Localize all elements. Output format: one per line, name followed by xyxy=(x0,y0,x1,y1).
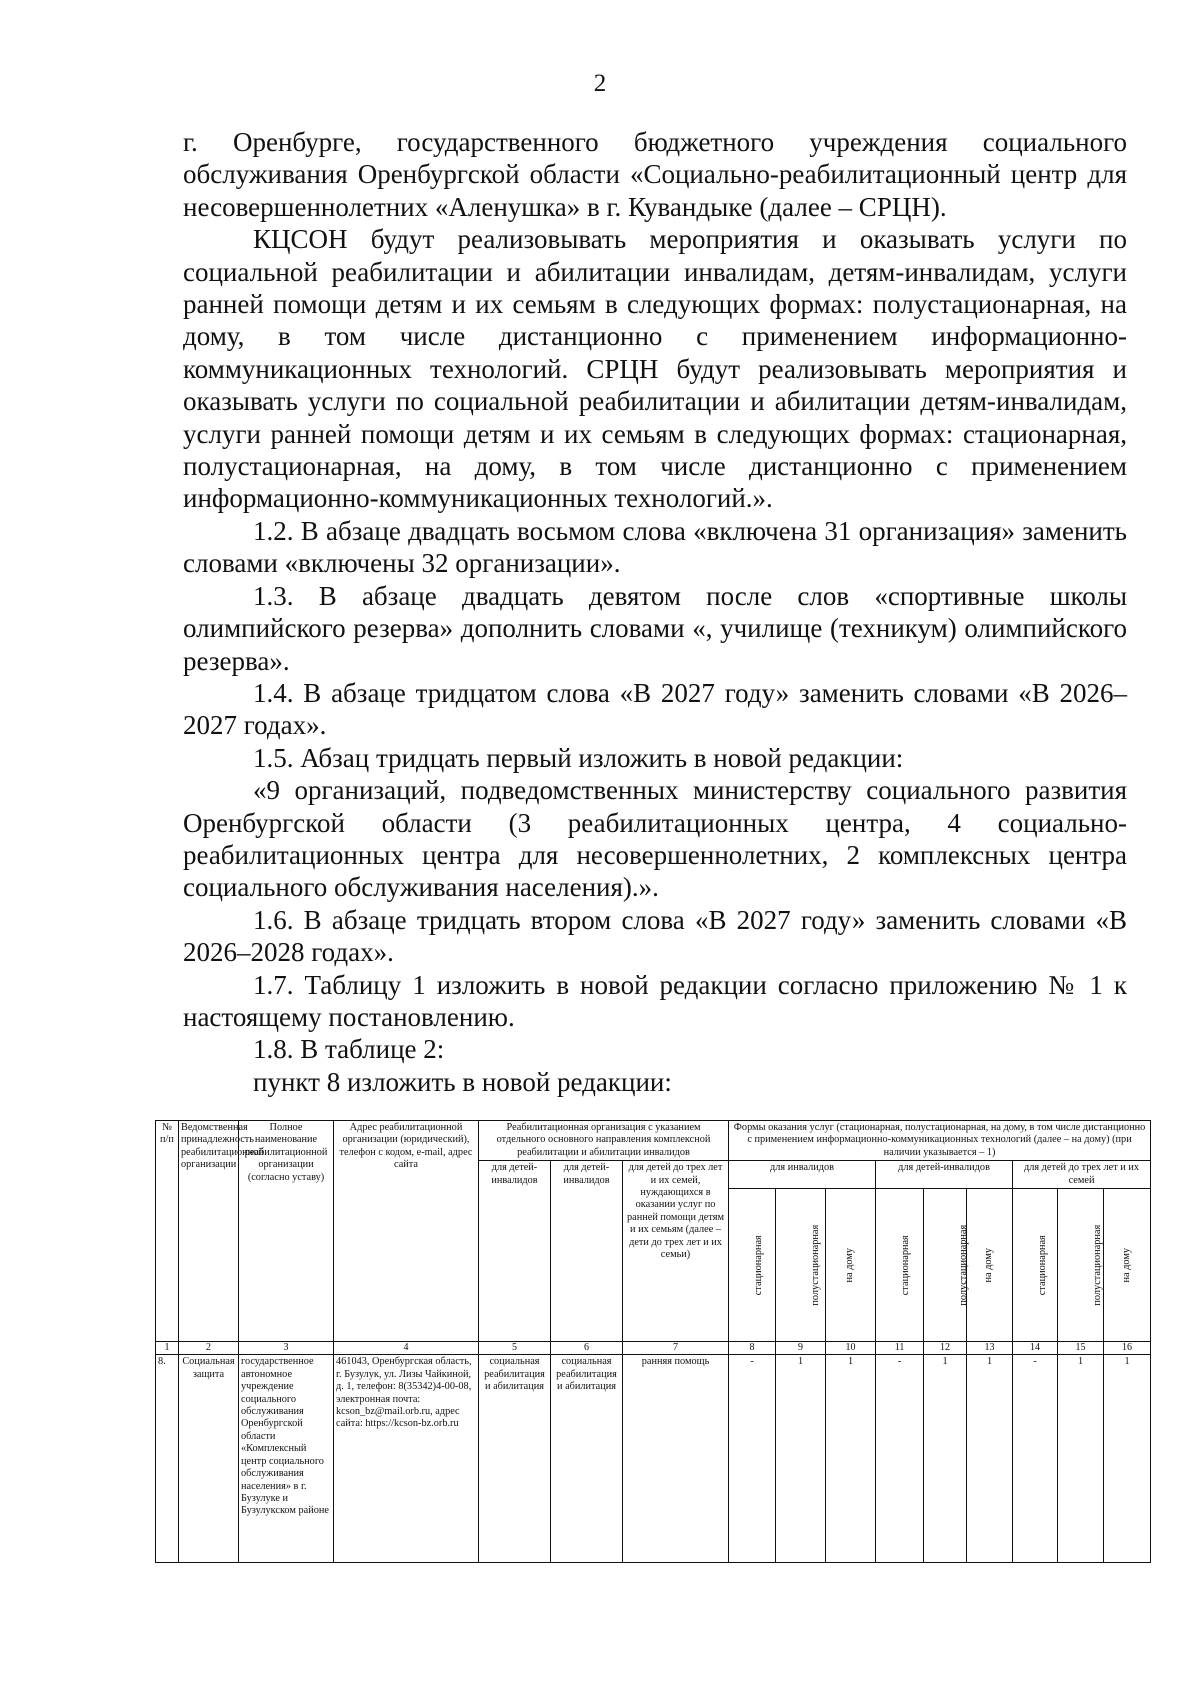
paragraph: пункт 8 изложить в новой редакции: xyxy=(253,1066,672,1097)
row-rehab-early: ранняя помощь xyxy=(623,1355,729,1563)
col-header-forms-child-invalids: для детей-инвалидов xyxy=(876,1161,1013,1189)
paragraph: 1.6. В абзаце тридцать втором слова «В 2027 году» заменить словами «В 2026–2028 годах». xyxy=(183,904,1127,968)
table-row xyxy=(156,1355,1151,1563)
col-header-dept: Ведомственная принадлежность реабилитационной организации xyxy=(179,1121,239,1342)
row-form-value: - xyxy=(1013,1355,1058,1563)
row-form-value: - xyxy=(729,1355,776,1563)
column-number: 5 xyxy=(479,1342,551,1355)
col-header-name: Полное наименование реабилитационной организации (согласно уставу) xyxy=(239,1121,334,1342)
col-header-form-type: полустационарная xyxy=(924,1189,967,1342)
column-number: 16 xyxy=(1104,1342,1151,1355)
row-form-value: 1 xyxy=(967,1355,1013,1563)
document-body xyxy=(183,126,1127,1098)
col-header-form-type: полустационарная xyxy=(1058,1189,1104,1342)
column-number: 14 xyxy=(1013,1342,1058,1355)
row-form-value: 1 xyxy=(924,1355,967,1563)
col-header-form-type: стационарная xyxy=(729,1189,776,1342)
column-number: 9 xyxy=(776,1342,826,1355)
page-number: 2 xyxy=(593,70,607,97)
col-header-rehab-adults: для детей-инвалидов xyxy=(479,1161,551,1342)
col-header-form-type: стационарная xyxy=(876,1189,924,1342)
column-number: 12 xyxy=(924,1342,967,1355)
col-header-address: Адрес реабилитационной организации (юридический), телефон с кодом, e-mail, адрес сайта xyxy=(334,1121,479,1342)
column-number: 7 xyxy=(623,1342,729,1355)
col-header-rehab-children: для детей-инвалидов xyxy=(551,1161,623,1342)
column-number: 13 xyxy=(967,1342,1013,1355)
organizations-table xyxy=(155,1120,1151,1563)
col-header-forms-group: Формы оказания услуг (стационарная, полустационарная, на дому, в том числе дистанционно с применением информационно-коммуникационных технологий (далее – на дому) (при наличии указывается – 1) xyxy=(729,1121,1151,1161)
column-number: 8 xyxy=(729,1342,776,1355)
paragraph: 1.7. Таблицу 1 изложить в новой редакции согласно приложению № 1 к настоящему постановлению. xyxy=(183,969,1127,1032)
paragraph: 1.8. В таблице 2: xyxy=(253,1034,445,1065)
row-form-value: - xyxy=(876,1355,924,1563)
paragraph: 1.5. Абзац тридцать первый изложить в новой редакции: xyxy=(253,742,904,773)
column-number: 3 xyxy=(239,1342,334,1355)
col-header-form-type: стационарная xyxy=(1013,1189,1058,1342)
col-header-forms-invalids: для инвалидов xyxy=(729,1161,876,1189)
col-header-form-type: на дому xyxy=(826,1189,876,1342)
row-dept: Социальная защита xyxy=(179,1355,239,1563)
col-header-forms-under3: для детей до трех лет и их семей xyxy=(1013,1161,1151,1189)
row-num: 8. xyxy=(156,1355,179,1563)
paragraph: «9 организаций, подведомственных министерству социального развития Оренбургской области (3 реабилитационных центра, 4 социально-реабилитационных центра для несовершеннолетних, 2 комплексных центра социального обслуживания населения).». xyxy=(183,775,1127,903)
column-number: 6 xyxy=(551,1342,623,1355)
paragraph: 1.3. В абзаце двадцать девятом после слов «спортивные школы олимпийского резерва» дополнить словами «, училище (техникум) олимпийского резерва». xyxy=(183,580,1127,676)
row-rehab-adults: социальная реабилитация и абилитация xyxy=(479,1355,551,1563)
row-form-value: 1 xyxy=(1104,1355,1151,1563)
paragraph: 1.4. В абзаце тридцатом слова «В 2027 году» заменить словами «В 2026–2027 годах». xyxy=(183,677,1127,741)
col-header-form-type: на дому xyxy=(967,1189,1013,1342)
column-number: 1 xyxy=(156,1342,179,1355)
column-number: 10 xyxy=(826,1342,876,1355)
col-header-rehab-early: для детей до трех лет и их семей, нуждающихся в оказании услуг по ранней помощи детям и их семьям (далее – дети до трех лет и их семьи) xyxy=(623,1161,729,1342)
col-header-form-type: полустационарная xyxy=(776,1189,826,1342)
row-address: 461043, Оренбургская область, г. Бузулук, ул. Лизы Чайкиной, д. 1, телефон: 8(35342)4-00-08, электронная почта: kcson_bz@mail.orb.ru, адрес сайта: https://kcson-bz.orb.ru xyxy=(334,1355,479,1563)
column-number: 2 xyxy=(179,1342,239,1355)
column-number: 15 xyxy=(1058,1342,1104,1355)
col-header-rehab-group: Реабилитационная организация с указанием отдельного основного направления комплексной реабилитации и абилитации инвалидов xyxy=(479,1121,729,1161)
row-form-value: 1 xyxy=(776,1355,826,1563)
row-name: государственное автономное учреждение социального обслуживания Оренбургской области «Комплексный центр социального обслуживания населения» в г. Бузулуке и Бузулукском районе xyxy=(239,1355,334,1563)
column-number: 11 xyxy=(876,1342,924,1355)
row-rehab-children: социальная реабилитация и абилитация xyxy=(551,1355,623,1563)
col-header-form-type: на дому xyxy=(1104,1189,1151,1342)
table-header-row xyxy=(156,1121,1151,1161)
row-form-value: 1 xyxy=(826,1355,876,1563)
paragraph: КЦСОН будут реализовывать мероприятия и оказывать услуги по социальной реабилитации и абилитации инвалидам, детям-инвалидам, услуги ранней помощи детям и их семьям в следующих формах: полустационарная, на дому, в том числе дистанционно с применением информационно-коммуникационных технологий. СРЦН будут реализовывать мероприятия и оказывать услуги по социальной реабилитации и абилитации детям-инвалидам, услуги ранней помощи детям и их семьям в следующих формах: стационарная, полустационарная, на дому, в том числе дистанционно с применением информационно-коммуникационных технологий.». xyxy=(183,224,1127,514)
column-number: 4 xyxy=(334,1342,479,1355)
column-number-row xyxy=(156,1342,1151,1355)
paragraph: 1.2. В абзаце двадцать восьмом слова «включена 31 организация» заменить словами «включены 32 организации». xyxy=(183,515,1127,579)
row-form-value: 1 xyxy=(1058,1355,1104,1563)
paragraph: г. Оренбурге, государственного бюджетного учреждения социального обслуживания Оренбургской области «Социально-реабилитационный центр для несовершеннолетних «Аленушка» в г. Кувандыке (далее – СРЦН). xyxy=(183,127,1127,222)
col-header-num: № п/п xyxy=(156,1121,179,1342)
